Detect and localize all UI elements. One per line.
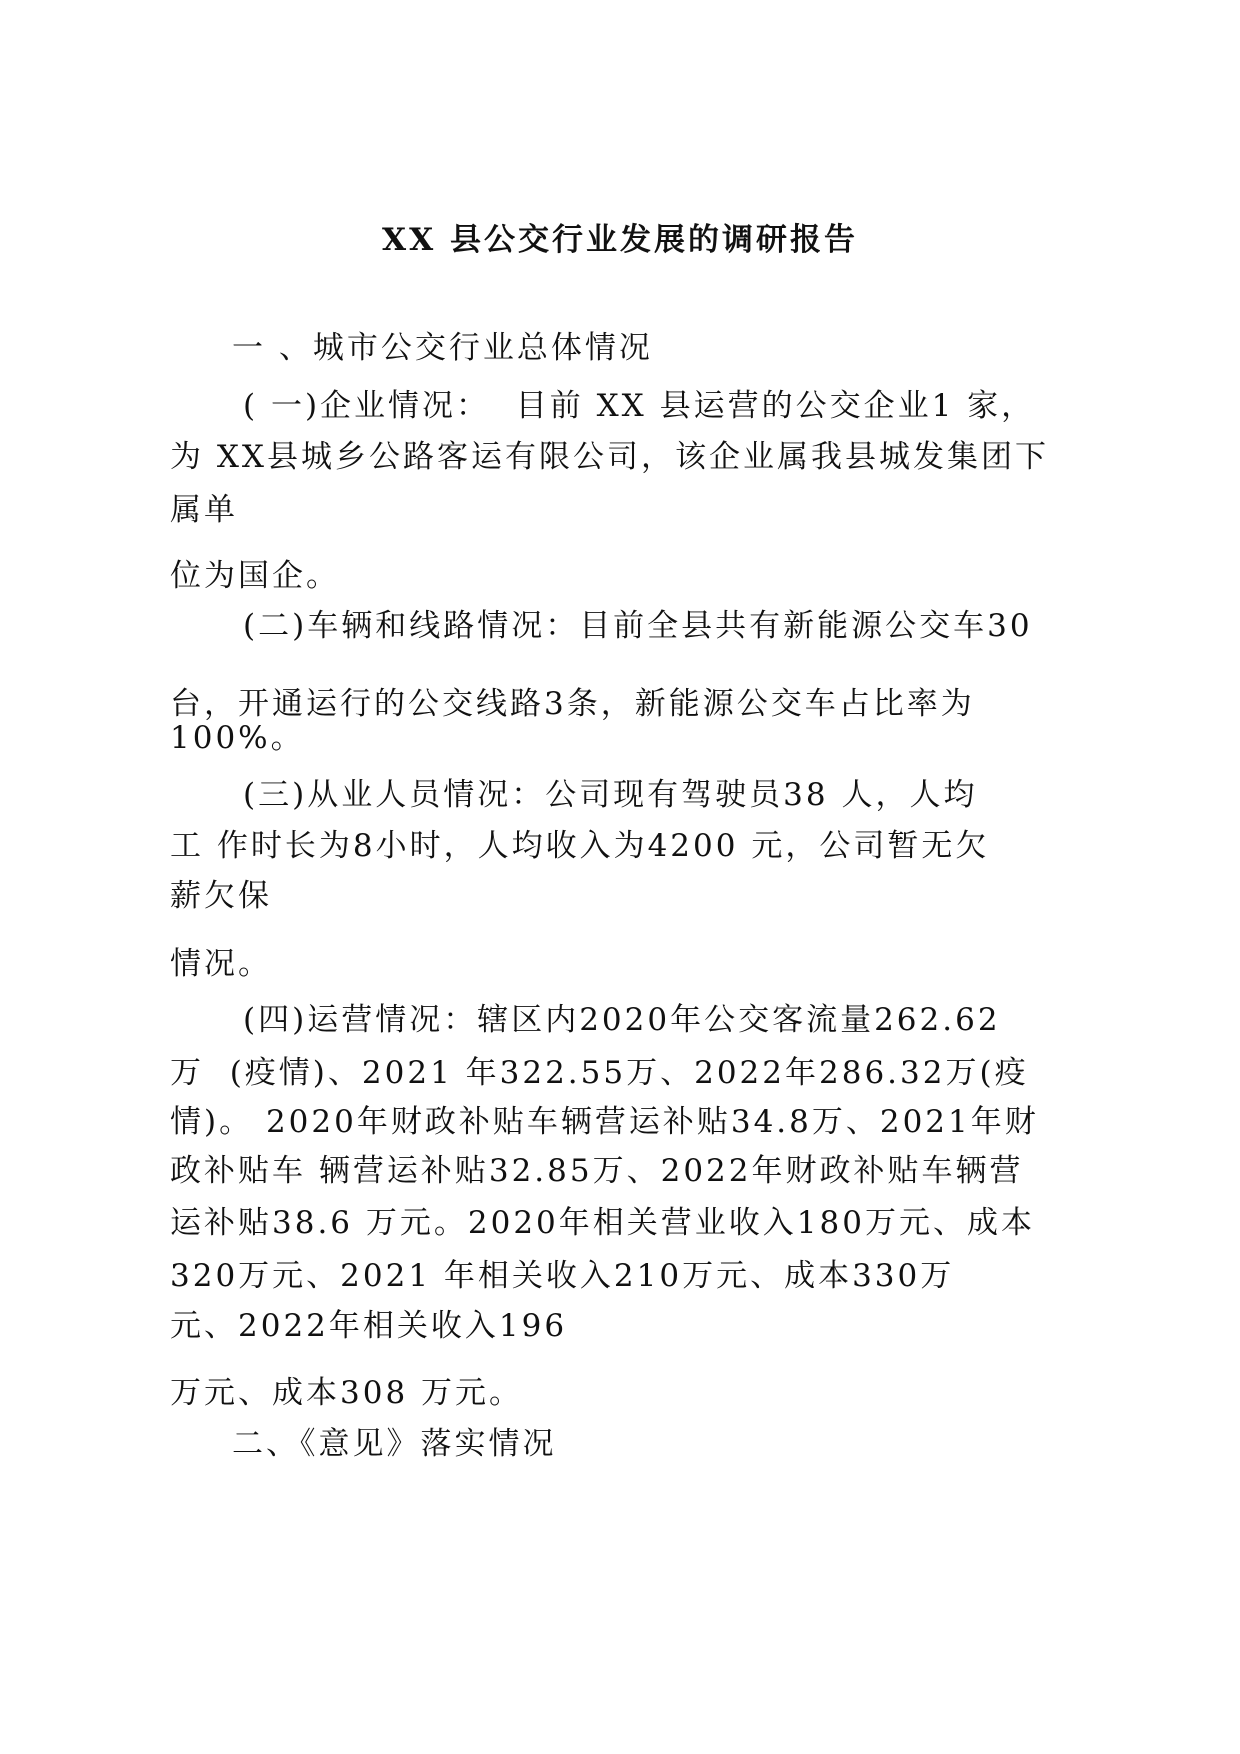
paragraph-line: (二)车辆和线路情况：目前全县共有新能源公交车30 xyxy=(243,608,1033,644)
paragraph-line: 运补贴38.6 万元。2020年相关营业收入180万元、成本 xyxy=(170,1205,1035,1241)
paragraph-line: 情)。 2020年财政补贴车辆营运补贴34.8万、2021年财 xyxy=(170,1104,1039,1140)
paragraph-line: 100%。 xyxy=(170,720,305,756)
paragraph-line: 属单 xyxy=(170,492,238,528)
paragraph-line: 位为国企。 xyxy=(170,558,340,594)
paragraph-line: 320万元、2021 年相关收入210万元、成本330万 xyxy=(170,1258,955,1294)
paragraph-line: 政补贴车 辆营运补贴32.85万、2022年财政补贴车辆营 xyxy=(170,1153,1024,1189)
paragraph-line: 为 XX县城乡公路客运有限公司，该企业属我县城发集团下 xyxy=(170,439,1049,475)
document-title: XX 县公交行业发展的调研报告 xyxy=(382,222,858,258)
paragraph-line: (三)从业人员情况：公司现有驾驶员38 人，人均 xyxy=(243,777,978,813)
paragraph-line: 万 (疫情)、2021 年322.55万、2022年286.32万(疫 xyxy=(170,1055,1029,1091)
paragraph-line: 情况。 xyxy=(170,946,272,982)
paragraph-line: 工 作时长为8小时，人均收入为4200 元，公司暂无欠 xyxy=(170,828,990,864)
section-heading-1: 一 、城市公交行业总体情况 xyxy=(232,330,653,366)
paragraph-line: 万元、成本308 万元。 xyxy=(170,1375,524,1411)
section-heading-2: 二、《意见》落实情况 xyxy=(232,1426,557,1462)
paragraph-line: ( 一)企业情况： 目前 XX 县运营的公交企业1 家， xyxy=(243,388,1036,424)
paragraph-line: (四)运营情况：辖区内2020年公交客流量262.62 xyxy=(243,1002,1001,1038)
paragraph-line: 薪欠保 xyxy=(170,878,272,914)
paragraph-line: 元、2022年相关收入196 xyxy=(170,1308,568,1344)
paragraph-line: 台，开通运行的公交线路3条，新能源公交车占比率为 xyxy=(170,686,975,722)
